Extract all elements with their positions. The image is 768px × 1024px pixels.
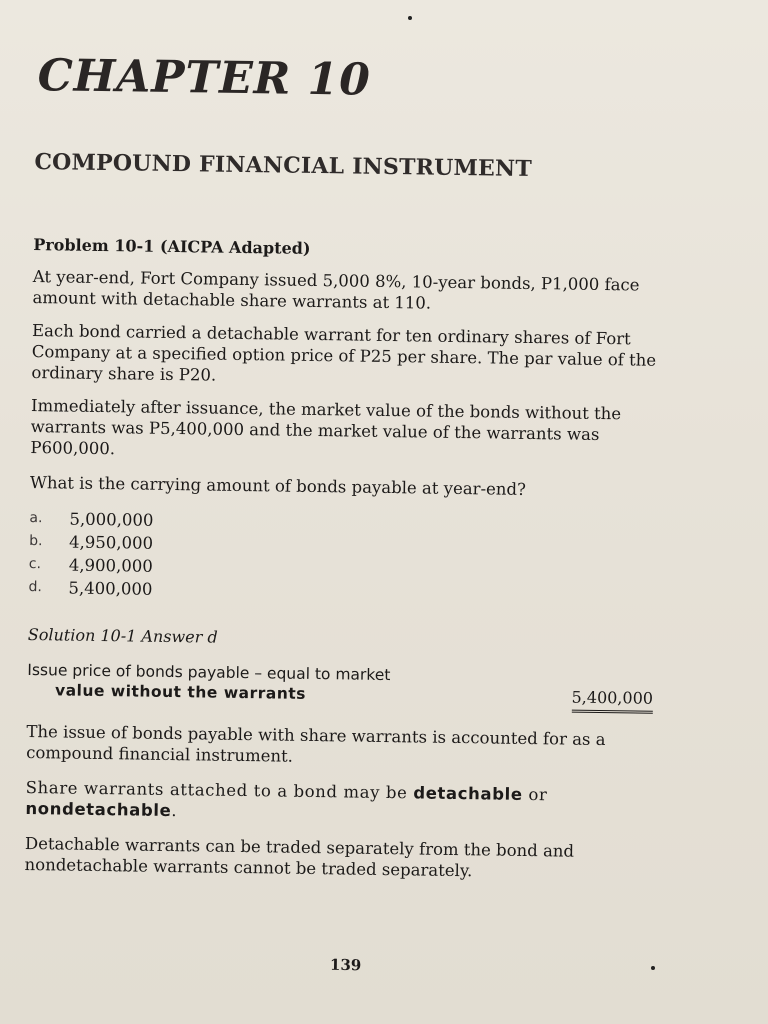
- dot-mark: [408, 16, 412, 20]
- dot-mark: [651, 966, 655, 970]
- problem-paragraph: At year-end, Fort Company issued 5,000 8%, 10-year bonds, P1,000 face amount with detachable share warrants at 110.: [32, 267, 640, 313]
- problem-question: What is the carrying amount of bonds payable at year-end?: [29, 473, 527, 499]
- answer-options: [28, 507, 655, 608]
- option-letter: c.: [28, 556, 42, 573]
- solution-title: Solution 10-1 Answer d: [27, 624, 218, 647]
- issue-line-2: value without the warrants: [54, 681, 307, 703]
- issue-amount: 5,400,000: [571, 688, 653, 714]
- text: or: [522, 784, 548, 805]
- issue-price-block: [27, 660, 654, 714]
- solution-paragraph: The issue of bonds payable with share warrants is accounted for as a compound financial instrument.: [26, 721, 606, 766]
- option-value: 5,000,000: [69, 509, 154, 530]
- option-letter: b.: [29, 533, 43, 550]
- text: .: [171, 801, 178, 821]
- option-letter: d.: [28, 579, 42, 596]
- section-title: COMPOUND FINANCIAL INSTRUMENT: [34, 149, 533, 182]
- page-number: 139: [329, 955, 362, 975]
- problem-paragraph: Immediately after issuance, the market value of the bonds without the warrants was P5,400,000 and the market value of the warrants was P600,000.: [30, 396, 622, 459]
- option-letter: a.: [29, 510, 43, 527]
- chapter-title: CHAPTER 10: [37, 50, 372, 106]
- nondetachable-term: nondetachable: [25, 798, 172, 821]
- text: Share warrants attached to a bond may be: [25, 777, 414, 803]
- page-content: [20, 50, 661, 884]
- detachable-term: detachable: [413, 783, 523, 804]
- option-value: 5,400,000: [68, 578, 153, 599]
- solution-paragraph: Detachable warrants can be traded separately from the bond and nondetachable warrants cannot be traded separately.: [24, 833, 575, 881]
- option-value: 4,900,000: [68, 555, 153, 576]
- problem-title: Problem 10-1 (AICPA Adapted): [33, 235, 311, 258]
- issue-line-1: Issue price of bonds payable – equal to market: [27, 660, 391, 685]
- problem-paragraph: Each bond carried a detachable warrant for ten ordinary shares of Fort Company at a specified option price of P25 per share. The par value of the ordinary share is P20.: [31, 321, 657, 385]
- solution-paragraph-2: [25, 777, 652, 828]
- option-value: 4,950,000: [69, 532, 154, 553]
